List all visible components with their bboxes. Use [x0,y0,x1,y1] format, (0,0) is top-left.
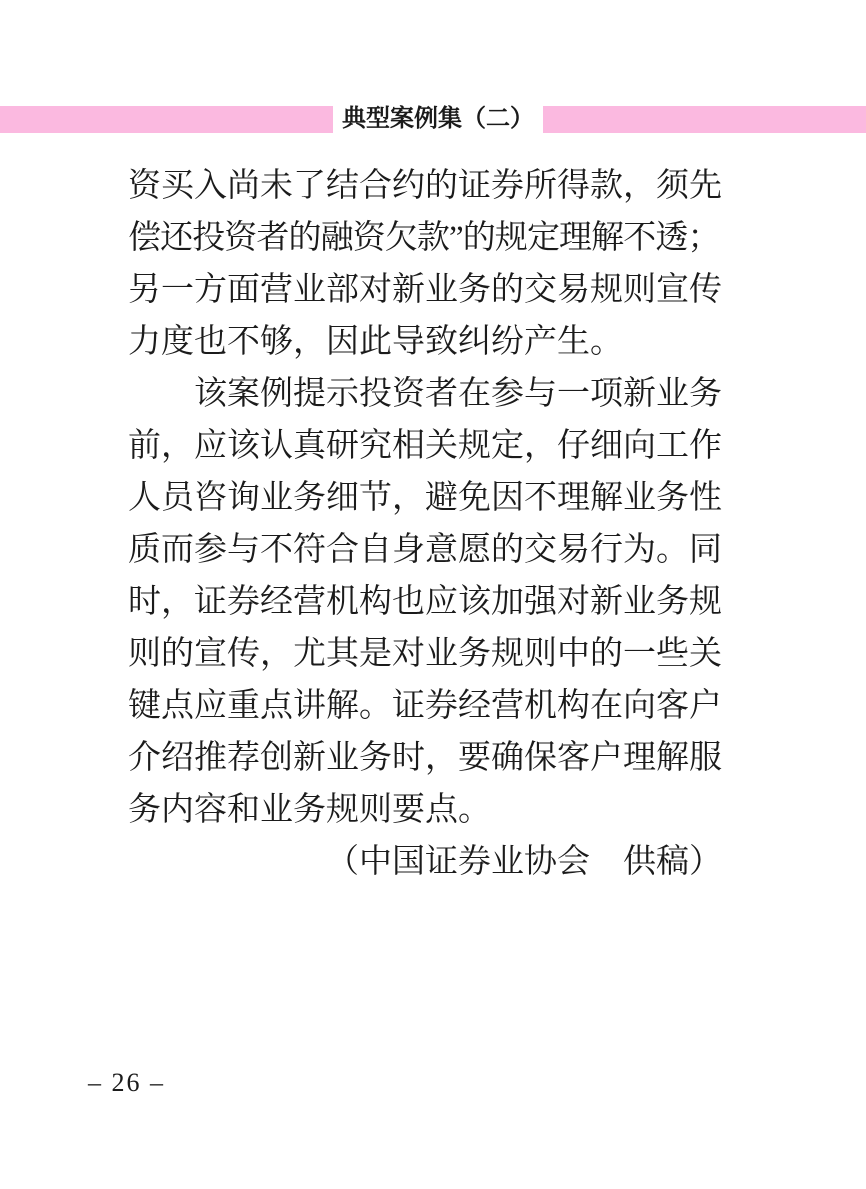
running-header [0,106,866,133]
text-line: 资买入尚未了结合约的证券所得款，须先 [128,168,722,204]
text-line: 键点应重点讲解。证券经营机构在向客户 [128,688,722,724]
body-text-block [128,160,722,888]
header-band-left [0,106,333,133]
text-line: 偿还投资者的融资欠款”的规定理解不透； [128,220,720,256]
text-line: 介绍推荐创新业务时，要确保客户理解服 [128,740,722,776]
text-line: 力度也不够，因此导致纠纷产生。 [128,324,623,360]
text-line: 务内容和业务规则要点。 [128,792,491,828]
text-line: 人员咨询业务细节，避免因不理解业务性 [128,480,722,516]
text-line: 前，应该认真研究相关规定，仔细向工作 [128,428,722,464]
text-line: 另一方面营业部对新业务的交易规则宣传 [128,272,722,308]
header-band-right [543,106,866,133]
text-line: 质而参与不符合自身意愿的交易行为。同 [128,532,722,568]
attribution-line: （中国证券业协会 供稿） [326,844,722,880]
running-header-title: 典型案例集（二） [342,106,534,132]
text-line: 则的宣传，尤其是对业务规则中的一些关 [128,636,722,672]
text-line: 时，证券经营机构也应该加强对新业务规 [128,584,722,620]
text-line: 该案例提示投资者在参与一项新业务 [194,376,722,412]
page-number: – 26 – [88,1068,165,1097]
